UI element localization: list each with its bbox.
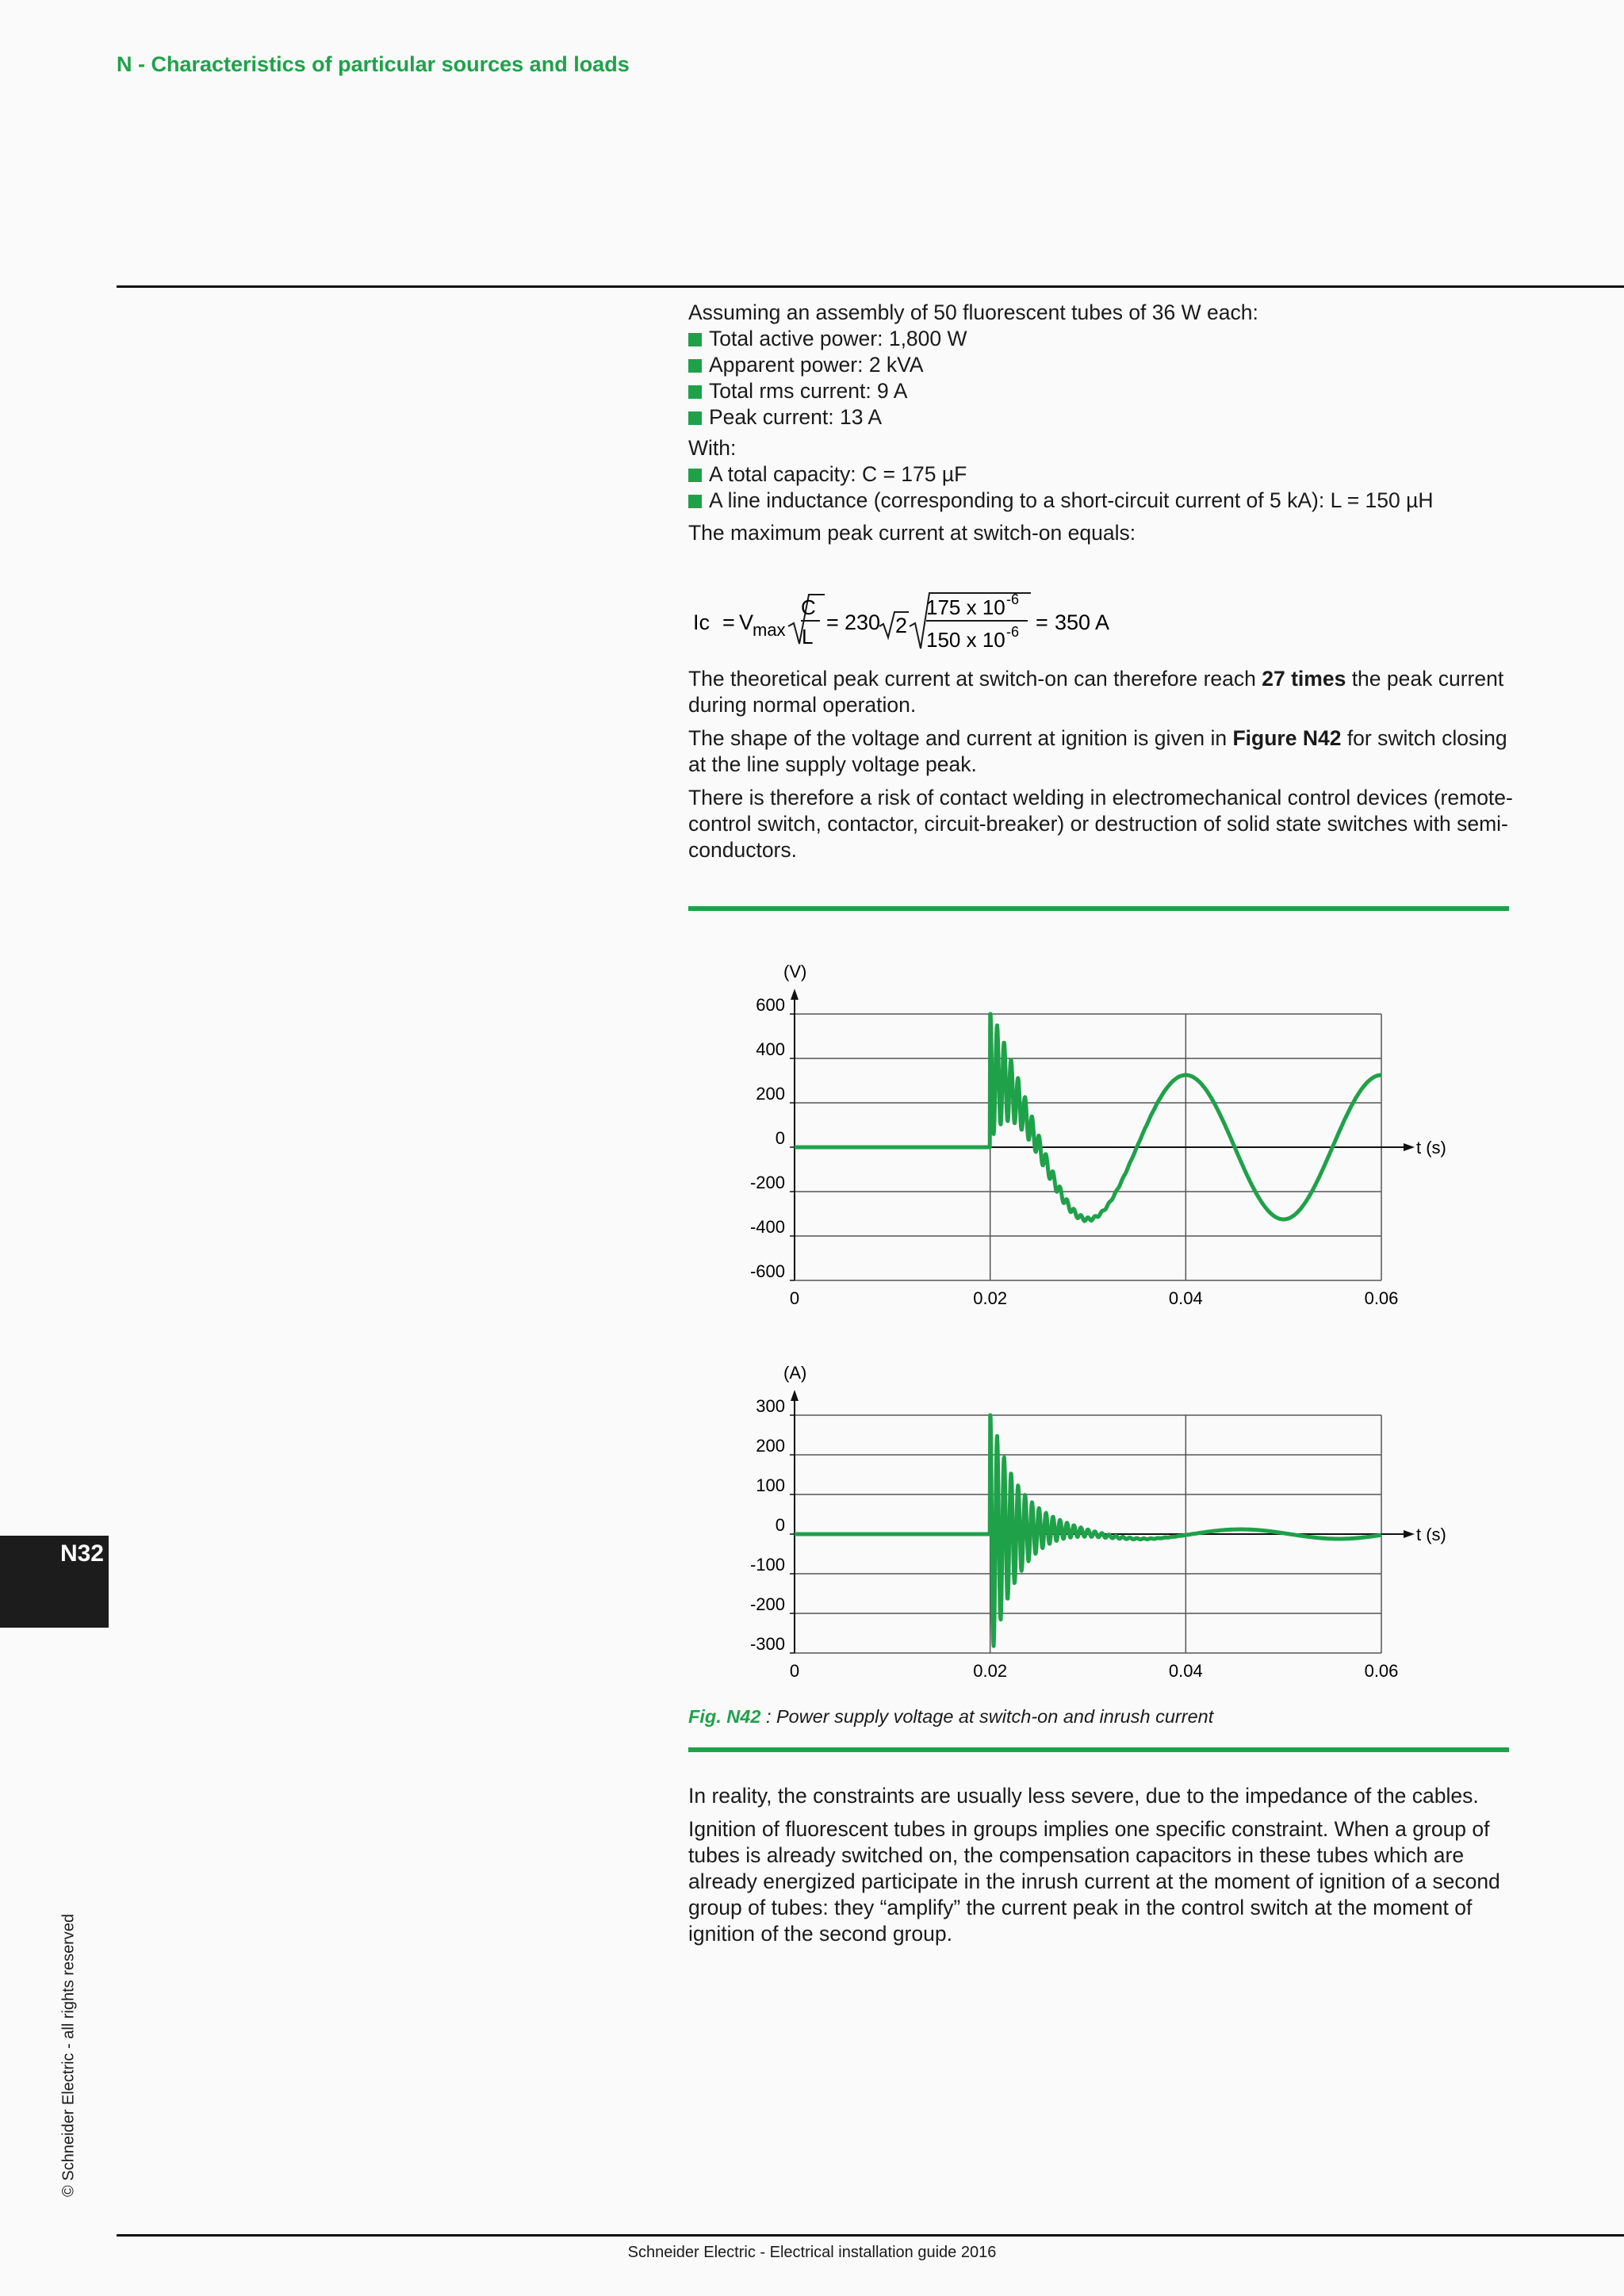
y-tick-label: -600 [749, 1261, 785, 1281]
x-tick-label: 0.02 [973, 1661, 1008, 1681]
section-header: N - Characteristics of particular sources and loads [117, 52, 630, 76]
x-axis-label: t (s) [1416, 1138, 1446, 1158]
paragraph: The theoretical peak current at switch-on can therefore reach 27 times the peak current during normal operation. [688, 667, 1504, 717]
paragraph: Ignition of fluorescent tubes in groups implies one specific constraint. When a group of tubes is already switched on, the compensation capacitors in these tubes which are already energized participate in the inrush current at the moment of ignition of a second group of tubes: they “amplify” the current peak in the control switch at the moment of ignition of the second group. [688, 1817, 1500, 1946]
bullet-square-icon [688, 359, 702, 373]
paragraph: The shape of the voltage and current at ignition is given in Figure N42 for switch closing at the line supply voltage peak. [688, 726, 1507, 776]
series-line [795, 1014, 1381, 1221]
bullet-square-icon [688, 469, 702, 482]
formula-230: 230 [845, 610, 881, 634]
figure-bottom-rule [688, 1747, 1509, 1752]
svg-text:=: = [722, 610, 735, 634]
x-axis-arrow-icon [1404, 1530, 1415, 1538]
x-tick-label: 0.02 [973, 1288, 1008, 1308]
y-tick-label: 200 [756, 1436, 785, 1456]
formula-l: L [802, 625, 814, 649]
paragraph: In reality, the constraints are usually less severe, due to the impedance of the cables. [688, 1784, 1479, 1808]
figure-label: Fig. N42 [688, 1706, 761, 1727]
bullet-square-icon [688, 411, 702, 425]
list-item: A total capacity: C = 175 µF [688, 461, 1513, 488]
intro-text: Assuming an assembly of 50 fluorescent tubes of 36 W each: [688, 300, 1258, 324]
list-item: Peak current: 13 A [688, 404, 1513, 430]
y-tick-label: -200 [749, 1594, 785, 1614]
list-item: Total rms current: 9 A [688, 378, 1513, 404]
y-tick-label: -100 [749, 1555, 785, 1575]
x-tick-label: 0.04 [1168, 1288, 1203, 1308]
with-label: With: [688, 436, 737, 460]
list-item: Total active power: 1,800 W [688, 326, 1513, 352]
inrush-formula [688, 585, 1132, 656]
top-divider [117, 285, 1624, 288]
x-axis-arrow-icon [1404, 1143, 1415, 1151]
middle-text [688, 666, 1513, 863]
svg-text:=: = [826, 610, 839, 634]
x-tick-label: 0.06 [1364, 1288, 1399, 1308]
paragraph: There is therefore a risk of contact welding in electromechanical control devices (remote-control switch, contactor, circuit-breaker) or destruction of solid state switches with semi-conductors. [688, 786, 1513, 862]
y-axis-unit: (V) [783, 962, 807, 982]
figure-caption-text: : Power supply voltage at switch-on and inrush current [760, 1706, 1214, 1727]
formula-result: 350 A [1055, 610, 1110, 634]
upper-text [688, 300, 1513, 546]
y-tick-label: 0 [775, 1515, 785, 1535]
bottom-divider [117, 2234, 1624, 2237]
formula-ic: Ic [693, 610, 710, 634]
formula-c: C [801, 595, 816, 619]
formula-numerator: 175 x 10 [926, 595, 1005, 619]
bullet-square-icon [688, 333, 702, 346]
x-tick-label: 0.06 [1364, 1661, 1399, 1681]
copyright-notice: © Schneider Electric - all rights reserved [59, 1913, 78, 2198]
svg-text:=: = [1036, 610, 1048, 634]
y-tick-label: -300 [749, 1634, 785, 1654]
y-tick-label: 100 [756, 1475, 785, 1495]
page-tab [0, 1536, 109, 1628]
y-tick-label: 200 [756, 1084, 785, 1104]
y-tick-label: -400 [749, 1217, 785, 1237]
y-tick-label: 600 [756, 995, 785, 1015]
lower-text [688, 1783, 1513, 1947]
x-tick-label: 0 [789, 1661, 800, 1681]
y-axis-arrow-icon [791, 989, 799, 1000]
formula-2: 2 [895, 614, 908, 637]
formula-exp1: -6 [1006, 591, 1020, 607]
x-axis-label: t (s) [1416, 1525, 1446, 1544]
y-tick-label: 300 [756, 1396, 785, 1416]
bullet-square-icon [688, 385, 702, 399]
formula-v: V [739, 610, 754, 634]
series-line [795, 1415, 1381, 1646]
list-item: A line inductance (corresponding to a short-circuit current of 5 kA): L = 150 µH [688, 488, 1513, 514]
peak-intro-text: The maximum peak current at switch-on equals: [688, 521, 1136, 545]
page-tab-label: N32 [59, 1540, 104, 1567]
formula-vmax: max [753, 620, 786, 640]
formula-denominator: 150 x 10 [926, 628, 1005, 652]
y-tick-label: 400 [756, 1039, 785, 1059]
bullet-square-icon [688, 495, 702, 508]
current-chart [714, 1360, 1507, 1693]
voltage-chart [714, 951, 1507, 1324]
y-tick-label: -200 [749, 1173, 785, 1192]
page-footer: Schneider Electric - Electrical installation guide 2016 [627, 2244, 997, 2261]
y-axis-unit: (A) [783, 1363, 807, 1383]
x-tick-label: 0 [789, 1288, 800, 1308]
y-axis-arrow-icon [791, 1390, 799, 1401]
figure-caption [688, 1706, 1213, 1728]
x-tick-label: 0.04 [1168, 1661, 1203, 1681]
list-item: Apparent power: 2 kVA [688, 352, 1513, 378]
figure-top-rule [688, 906, 1509, 911]
formula-exp2: -6 [1006, 624, 1020, 640]
y-tick-label: 0 [775, 1128, 785, 1148]
